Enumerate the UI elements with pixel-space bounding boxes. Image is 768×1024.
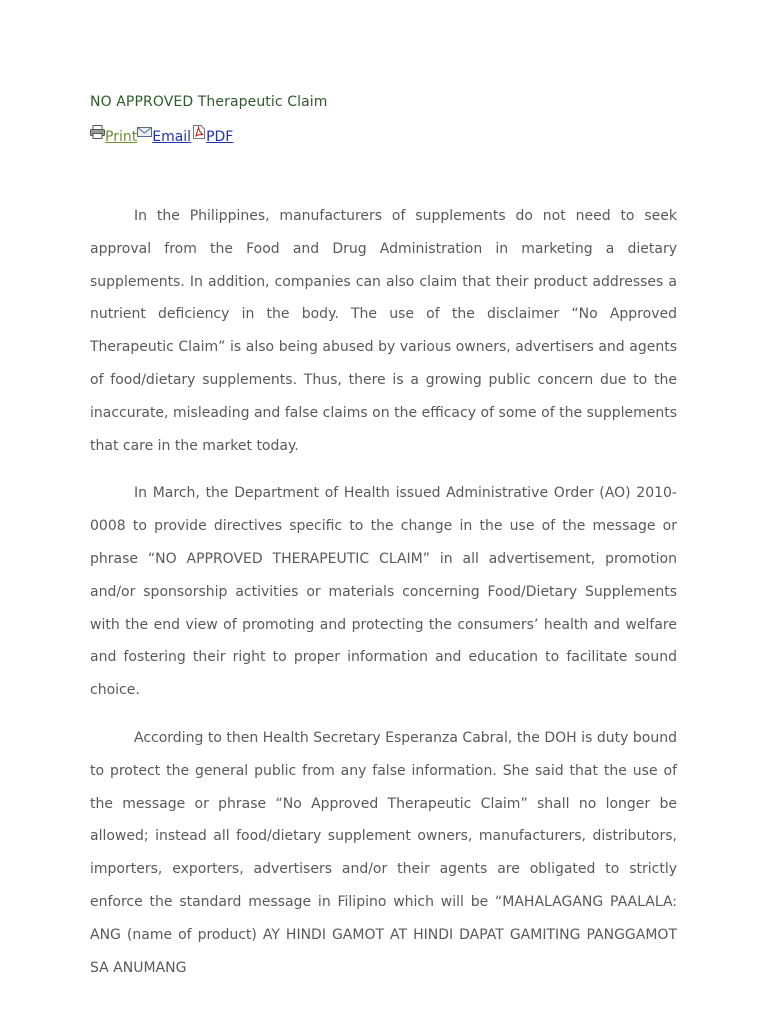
page-title: NO APPROVED Therapeutic Claim: [90, 94, 328, 110]
pdf-link[interactable]: PDF: [206, 129, 234, 145]
article-body: [90, 200, 677, 999]
paragraph-intro: In the Philippines, manufacturers of supplements do not need to seek approval from the Food and Drug Administration in marketing a dietary supplements. In addition, companies can also claim that their product addresses a nutrient deficiency in the body. The use of the disclaimer “No Approved Therapeutic Claim” is also being abused by various owners, advertisers and agents of food/dietary supplements. Thus, there is a growing public concern due to the inaccurate, misleading and false claims on the efficacy of some of the supplements that care in the market today.: [90, 208, 677, 454]
paragraph-health-secretary: According to then Health Secretary Esperanza Cabral, the DOH is duty bound to protect the general public from any false information. She said that the use of the message or phrase “No Approved Therapeutic Claim” shall no longer be allowed; instead all food/dietary supplement owners, manufacturers, distributors, importers, exporters, advertisers and/or their agents are obligated to strictly enforce the standard message in Filipino which will be “MAHALAGANG PAALALA: ANG (name of product) AY HINDI GAMOT AT HINDI DAPAT GAMITING PANGGAMOT SA ANUMANG: [90, 729, 677, 976]
print-link[interactable]: Print: [105, 129, 138, 145]
pdf-file-icon[interactable]: [191, 125, 206, 139]
paragraph-administrative-order: In March, the Department of Health issued Administrative Order (AO) 2010-0008 to provide directives specific to the change in the use of the message or phrase “NO APPROVED THERAPEUTIC CLAIM” in all advertisement, promotion and/or sponsorship activities or materials concerning Food/Dietary Supplements with the end view of promoting and protecting the consumers’ health and welfare and fostering their right to proper information and education to facilitate sound choice.: [90, 485, 677, 699]
printer-icon[interactable]: [90, 125, 105, 139]
email-link[interactable]: Email: [152, 129, 192, 145]
document-toolbar: [90, 125, 233, 145]
envelope-icon[interactable]: [137, 125, 152, 139]
